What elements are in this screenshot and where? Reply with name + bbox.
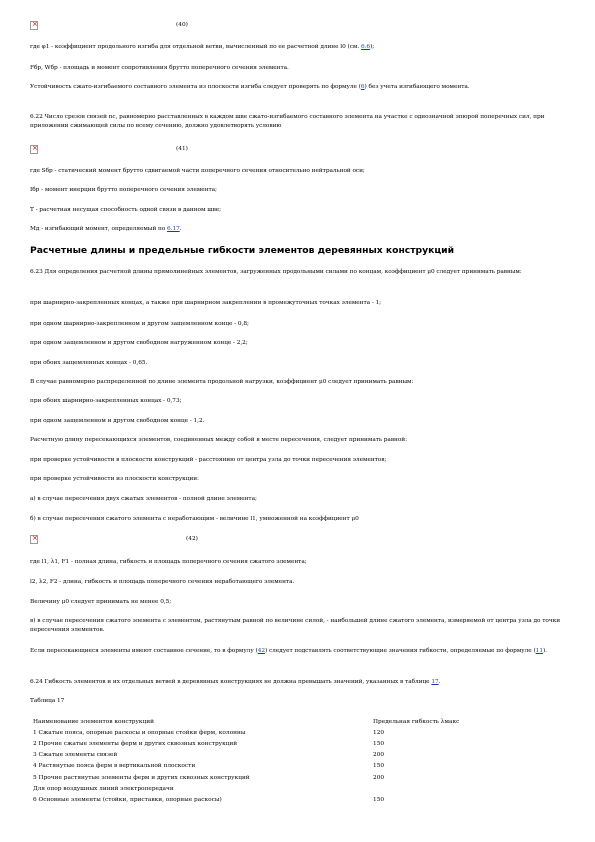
link-table-17[interactable]: 17 [431, 679, 439, 685]
paragraph: где l1, λ1, F1 - полная длина, гибкость и площадь поперечного сечения сжатого элемента; [30, 559, 307, 565]
table-row [30, 772, 510, 783]
link-6-17[interactable]: 6.17 [167, 226, 180, 232]
link-6-6[interactable]: 6.6 [360, 44, 371, 50]
paragraph: при обоих защемленных концах - 0,65. [30, 360, 148, 366]
broken-image-icon [30, 145, 38, 154]
paragraph: где φ1 - коэффициент продольного изгиба для отдельной ветви, вычисленный по ее расчетной длине l0 (см. 6.6); [30, 44, 375, 50]
paragraph: Расчетную длину пересекающихся элементов, соединенных между собой в месте пересечения, следует принимать равной: [30, 437, 408, 443]
table-row [30, 783, 510, 794]
paragraph: 6.24 Гибкость элементов и их отдельных ветвей в деревянных конструкциях не должна превышать значений, указанных в таблице 17. [30, 679, 441, 685]
paragraph: 6.23 Для определения расчетной длины прямолинейных элементов, загруженных продольными силами по концам, коэффициент μ0 следует принимать равным: [30, 269, 522, 275]
paragraph: Mд - изгибающий момент, определяемый по 6.17. [30, 226, 182, 232]
table-cell [373, 783, 510, 794]
paragraph: при проверке устойчивости в плоскости конструкций - расстоянию от центра узла до точки пересечения элементов; [30, 457, 387, 463]
table-cell: 5 Прочие растянутые элементы ферм и других сквозных конструкций [33, 774, 250, 781]
equation-number: (42) [186, 536, 198, 542]
paragraph: В случае равномерно распределенной по длине элемента продольной нагрузки, коэффициент μ0 следует принимать равным: [30, 379, 414, 385]
formula-42 [30, 535, 330, 547]
table-cell: 1 Сжатые пояса, опорные раскосы и опорные стойки ферм, колонны [33, 729, 246, 736]
paragraph: при шарнирно-закрепленных концах, а также при шарнирном закреплении в промежуточных точках элемента - 1; [30, 300, 382, 306]
paragraph: при одном защемленном и другом свободном конце - 1,2. [30, 418, 205, 424]
paragraph: Fбр, Wбр - площадь и момент сопротивления брутто поперечного сечения элемента. [30, 65, 289, 71]
table-cell: 120 [373, 729, 385, 736]
equation-number: (41) [176, 146, 188, 152]
paragraph: при проверке устойчивости из плоскости конструкции: [30, 476, 199, 482]
paragraph: при одном защемленном и другом свободном нагруженном конце - 2,2; [30, 340, 248, 346]
table-row [30, 794, 510, 805]
paragraph: l2, λ2, F2 - длина, гибкость и площадь поперечного сечения неработающего элемента. [30, 579, 295, 585]
table-cell: 150 [373, 740, 385, 747]
broken-image-icon [30, 535, 38, 544]
formula-41 [30, 145, 330, 157]
table-cell: 200 [373, 774, 385, 781]
table-row [30, 738, 510, 749]
paragraph: Устойчивость сжато-изгибаемого составного элемента из плоскости изгиба следует проверять по формуле (6) без учета изгибающего момента. [30, 84, 470, 90]
paragraph: Величину μ0 следует принимать не менее 0,5; [30, 599, 172, 605]
table-row [30, 727, 510, 738]
table-cell: 3 Сжатые элементы связей [33, 752, 118, 759]
broken-image-icon [30, 21, 38, 30]
table-caption: Таблица 17 [30, 698, 65, 704]
paragraph: в) в случае пересечения сжатого элемента с элементом, растянутым равной по величине силой, - наибольшей длине сжатого элемента, измеряемой от центра узла до точки пересечения элементов. [30, 618, 561, 633]
link-formula-6[interactable]: 6 [360, 84, 365, 90]
table-header-cell: Наименование элементов конструкций [33, 718, 154, 725]
table-17 [30, 716, 510, 806]
paragraph: а) в случае пересечения двух сжатых элементов - полной длине элемента; [30, 496, 257, 502]
paragraph: T - расчетная несущая способность одной связи в данном шве; [30, 207, 222, 213]
paragraph: где Sбр - статический момент брутто сдвигаемой части поперечного сечения относительно нейтральной оси; [30, 168, 365, 174]
table-cell: Для опор воздушных линий электропередачи [33, 785, 174, 792]
link-formula-42[interactable]: 42 [257, 648, 265, 654]
paragraph: при одном шарнирно-закрепленном и другом защемленном конце - 0,8; [30, 321, 249, 327]
table-cell: 150 [373, 796, 385, 803]
table-row [30, 761, 510, 772]
link-formula-11[interactable]: 11 [535, 648, 543, 654]
table-row [30, 750, 510, 761]
paragraph: Iбр - момент инерции брутто поперечного сечения элемента; [30, 187, 217, 193]
paragraph: при обоих шарнирно-закрепленных концах - 0,73; [30, 398, 182, 404]
paragraph: б) в случае пересечения сжатого элемента с неработающим - величине l1, умноженной на коэффициент μ0 [30, 516, 359, 522]
equation-number: (40) [176, 22, 188, 28]
paragraph: 6.22 Число срезов связей nс, равномерно расставленных в каждом шве сжато-изгибаемого составного элемента на участке с однозначной эпюрой поперечных сил, при приложении сжимающей силы по всему сечению, должно удовлетворять условию [30, 114, 545, 129]
table-header-cell: Предельная гибкость λмакс [373, 718, 460, 725]
table-cell: 4 Растянутые пояса ферм в вертикальной плоскости [33, 763, 196, 770]
section-heading: Расчетные длины и предельные гибкости элементов деревянных конструкций [30, 245, 455, 256]
paragraph: Если пересекающиеся элементы имеют составное сечение, то в формулу (42) следует подставлять соответствующие значения гибкости, определяемые по формуле (11). [30, 648, 547, 654]
table-cell: 200 [373, 752, 385, 759]
formula-40 [30, 21, 330, 33]
table-cell: 2 Прочие сжатые элементы ферм и других сквозных конструкций [33, 740, 238, 747]
table-cell: 150 [373, 763, 385, 770]
table-cell: 6 Основные элементы (стойки, приставки, опорные раскосы) [33, 796, 222, 803]
table-header-row [30, 716, 510, 727]
